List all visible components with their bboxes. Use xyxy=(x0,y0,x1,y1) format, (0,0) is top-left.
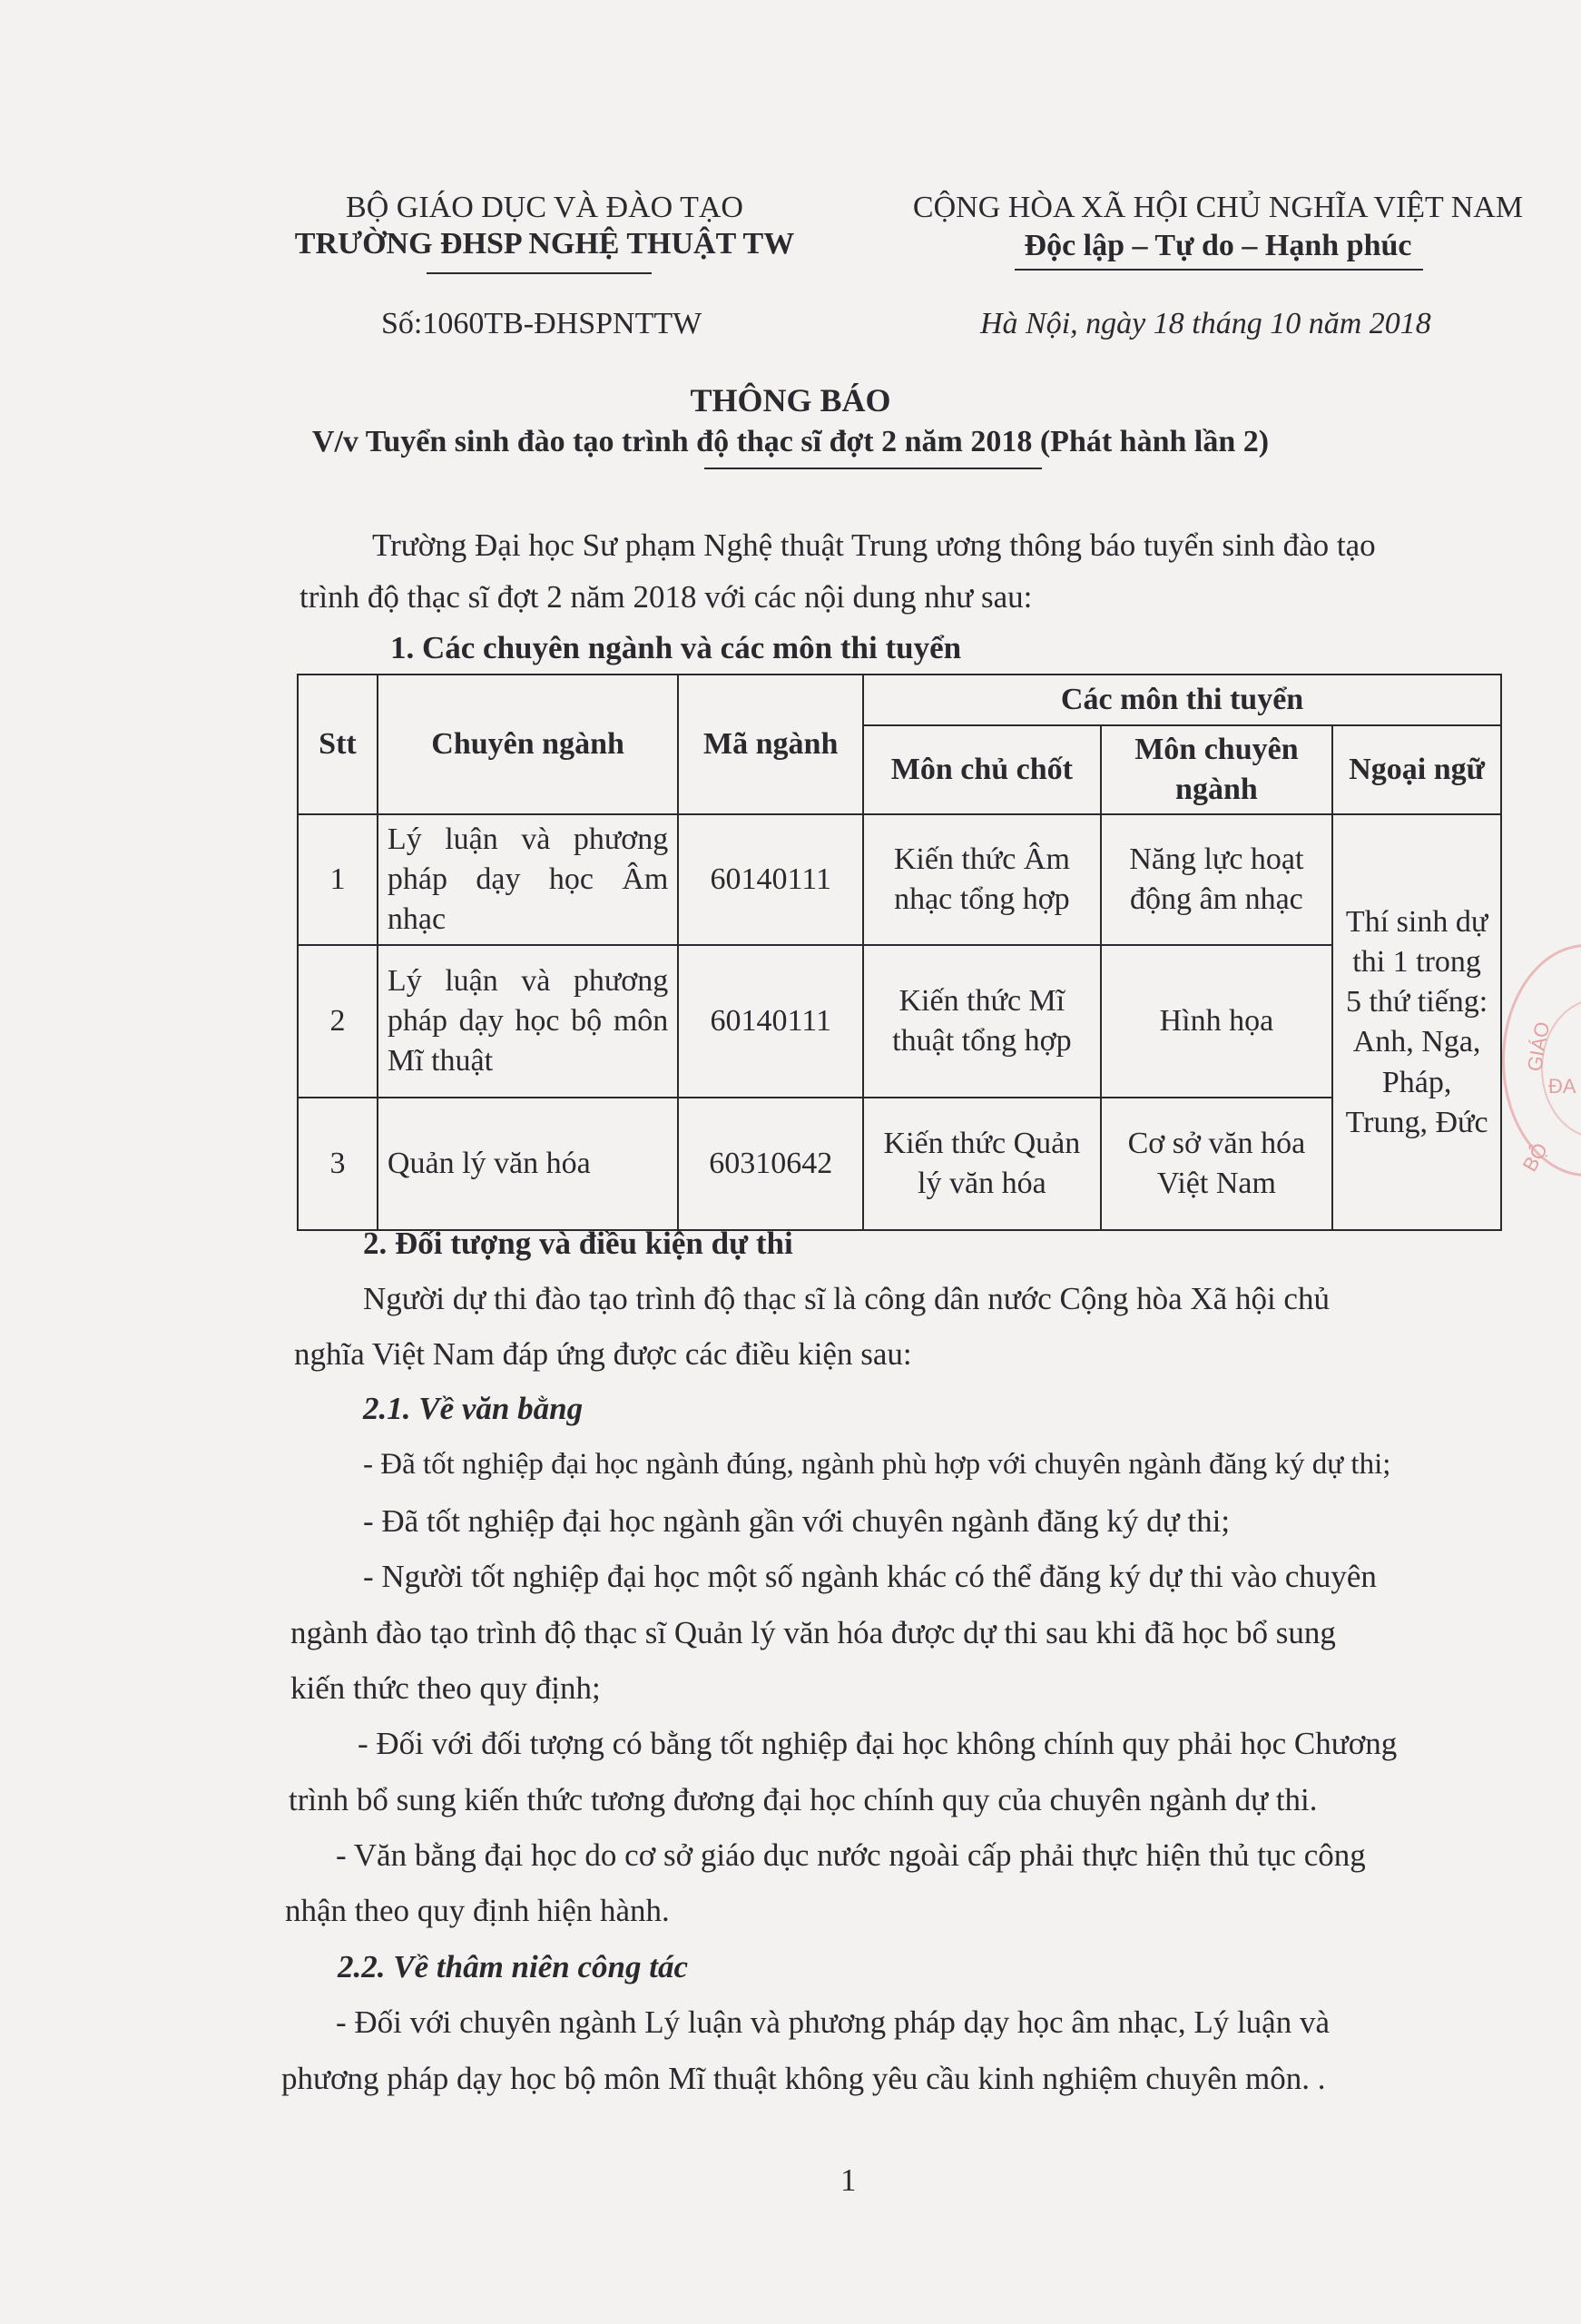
degree-item-3-line-3: kiến thức theo quy định; xyxy=(290,1670,601,1706)
subsection-2-2-heading: 2.2. Về thâm niên công tác xyxy=(338,1949,688,1984)
motto-underline xyxy=(1015,269,1423,271)
degree-item-4-line-2: trình bổ sung kiến thức tương đương đại học chính quy của chuyên ngành dự thi. xyxy=(289,1782,1318,1817)
ministry-name: BỘ GIÁO DỤC VÀ ĐÀO TẠO xyxy=(346,191,743,224)
subject-underline xyxy=(704,468,1042,469)
subsection-2-1-heading: 2.1. Về văn bằng xyxy=(363,1391,584,1426)
intro-line-1: Trường Đại học Sư phạm Nghệ thuật Trung ương thông báo tuyển sinh đào tạo xyxy=(372,527,1376,563)
degree-item-5-line-1: - Văn bằng đại học do cơ sở giáo dục nước ngoài cấp phải thực hiện thủ tục công xyxy=(336,1837,1366,1873)
header-language: Ngoại ngữ xyxy=(1332,725,1501,814)
seal-text-mid: ĐA xyxy=(1548,1075,1576,1098)
section-1-heading: 1. Các chuyên ngành và các môn thi tuyển xyxy=(390,630,962,665)
language-note: Thí sinh dự thi 1 trong 5 thứ tiếng: Anh, Nga, Pháp, Trung, Đức xyxy=(1332,814,1501,1230)
row-major: Lý luận và phương pháp dạy học Âm nhạc xyxy=(378,814,678,945)
row-stt: 3 xyxy=(298,1098,378,1230)
country-name: CỘNG HÒA XÃ HỘI CHỦ NGHĨA VIỆT NAM xyxy=(912,191,1524,224)
row-core-subject: Kiến thức Mĩ thuật tổng hợp xyxy=(863,945,1100,1098)
row-code: 60310642 xyxy=(678,1098,863,1230)
section-2-intro-line-1: Người dự thi đào tạo trình độ thạc sĩ là công dân nước Cộng hòa Xã hội chủ xyxy=(363,1281,1330,1316)
notice-subject: V/v Tuyển sinh đào tạo trình độ thạc sĩ đợt 2 năm 2018 (Phát hành lần 2) xyxy=(311,425,1270,458)
degree-item-3-line-2: ngành đào tạo trình độ thạc sĩ Quản lý văn hóa được dự thi sau khi đã học bổ sung xyxy=(290,1615,1336,1650)
degree-item-3-line-1: - Người tốt nghiệp đại học một số ngành khác có thể đăng ký dự thi vào chuyên xyxy=(363,1559,1377,1594)
row-major: Lý luận và phương pháp dạy học bộ môn Mĩ thuật xyxy=(378,945,678,1098)
section-2-heading: 2. Đối tượng và điều kiện dự thi xyxy=(363,1226,793,1261)
row-specialty-subject: Cơ sở văn hóa Việt Nam xyxy=(1101,1098,1333,1230)
table-row xyxy=(298,945,1501,1098)
national-motto: Độc lập – Tự do – Hạnh phúc xyxy=(1024,229,1412,262)
table-row xyxy=(298,1098,1501,1230)
header-code: Mã ngành xyxy=(678,675,863,814)
seal-text-top: GIÁO xyxy=(1522,1019,1555,1074)
place-date: Hà Nội, ngày 18 tháng 10 năm 2018 xyxy=(980,307,1431,340)
row-core-subject: Kiến thức Âm nhạc tổng hợp xyxy=(863,814,1100,945)
row-code: 60140111 xyxy=(678,814,863,945)
header-stt: Stt xyxy=(298,675,378,814)
row-major: Quản lý văn hóa xyxy=(378,1098,678,1230)
seniority-item-1-line-2: phương pháp dạy học bộ môn Mĩ thuật không yêu cầu kinh nghiệm chuyên môn. . xyxy=(281,2061,1326,2096)
header-core-subject: Môn chủ chốt xyxy=(863,725,1100,814)
page-number: 1 xyxy=(840,2162,857,2198)
row-core-subject: Kiến thức Quản lý văn hóa xyxy=(863,1098,1100,1230)
row-stt: 2 xyxy=(298,945,378,1098)
notice-title: THÔNG BÁO xyxy=(690,382,891,419)
school-underline xyxy=(427,272,652,274)
section-2-intro-line-2: nghĩa Việt Nam đáp ứng được các điều kiện sau: xyxy=(294,1336,912,1372)
exam-subjects-table xyxy=(297,674,1502,1231)
document-number: Số:1060TB-ĐHSPNTTW xyxy=(381,307,702,340)
row-code: 60140111 xyxy=(678,945,863,1098)
header-exams-group: Các môn thi tuyển xyxy=(863,675,1501,725)
intro-line-2: trình độ thạc sĩ đợt 2 năm 2018 với các nội dung như sau: xyxy=(300,579,1033,615)
header-major: Chuyên ngành xyxy=(378,675,678,814)
degree-item-5-line-2: nhận theo quy định hiện hành. xyxy=(285,1893,670,1928)
degree-item-4-line-1: - Đối với đối tượng có bằng tốt nghiệp đại học không chính quy phải học Chương xyxy=(358,1726,1398,1761)
header-specialty-subject: Môn chuyên ngành xyxy=(1101,725,1333,814)
row-specialty-subject: Năng lực hoạt động âm nhạc xyxy=(1101,814,1333,945)
seniority-item-1-line-1: - Đối với chuyên ngành Lý luận và phương pháp dạy học âm nhạc, Lý luận và xyxy=(336,2004,1330,2040)
school-name: TRƯỜNG ĐHSP NGHỆ THUẬT TW xyxy=(294,227,795,261)
degree-item-2: - Đã tốt nghiệp đại học ngành gần với chuyên ngành đăng ký dự thi; xyxy=(363,1503,1231,1539)
table-row xyxy=(298,814,1501,945)
row-specialty-subject: Hình họa xyxy=(1101,945,1333,1098)
degree-item-1: - Đã tốt nghiệp đại học ngành đúng, ngành phù hợp với chuyên ngành đăng ký dự thi; xyxy=(363,1448,1391,1481)
seal-text-bottom: BỘ xyxy=(1517,1138,1553,1176)
row-stt: 1 xyxy=(298,814,378,945)
